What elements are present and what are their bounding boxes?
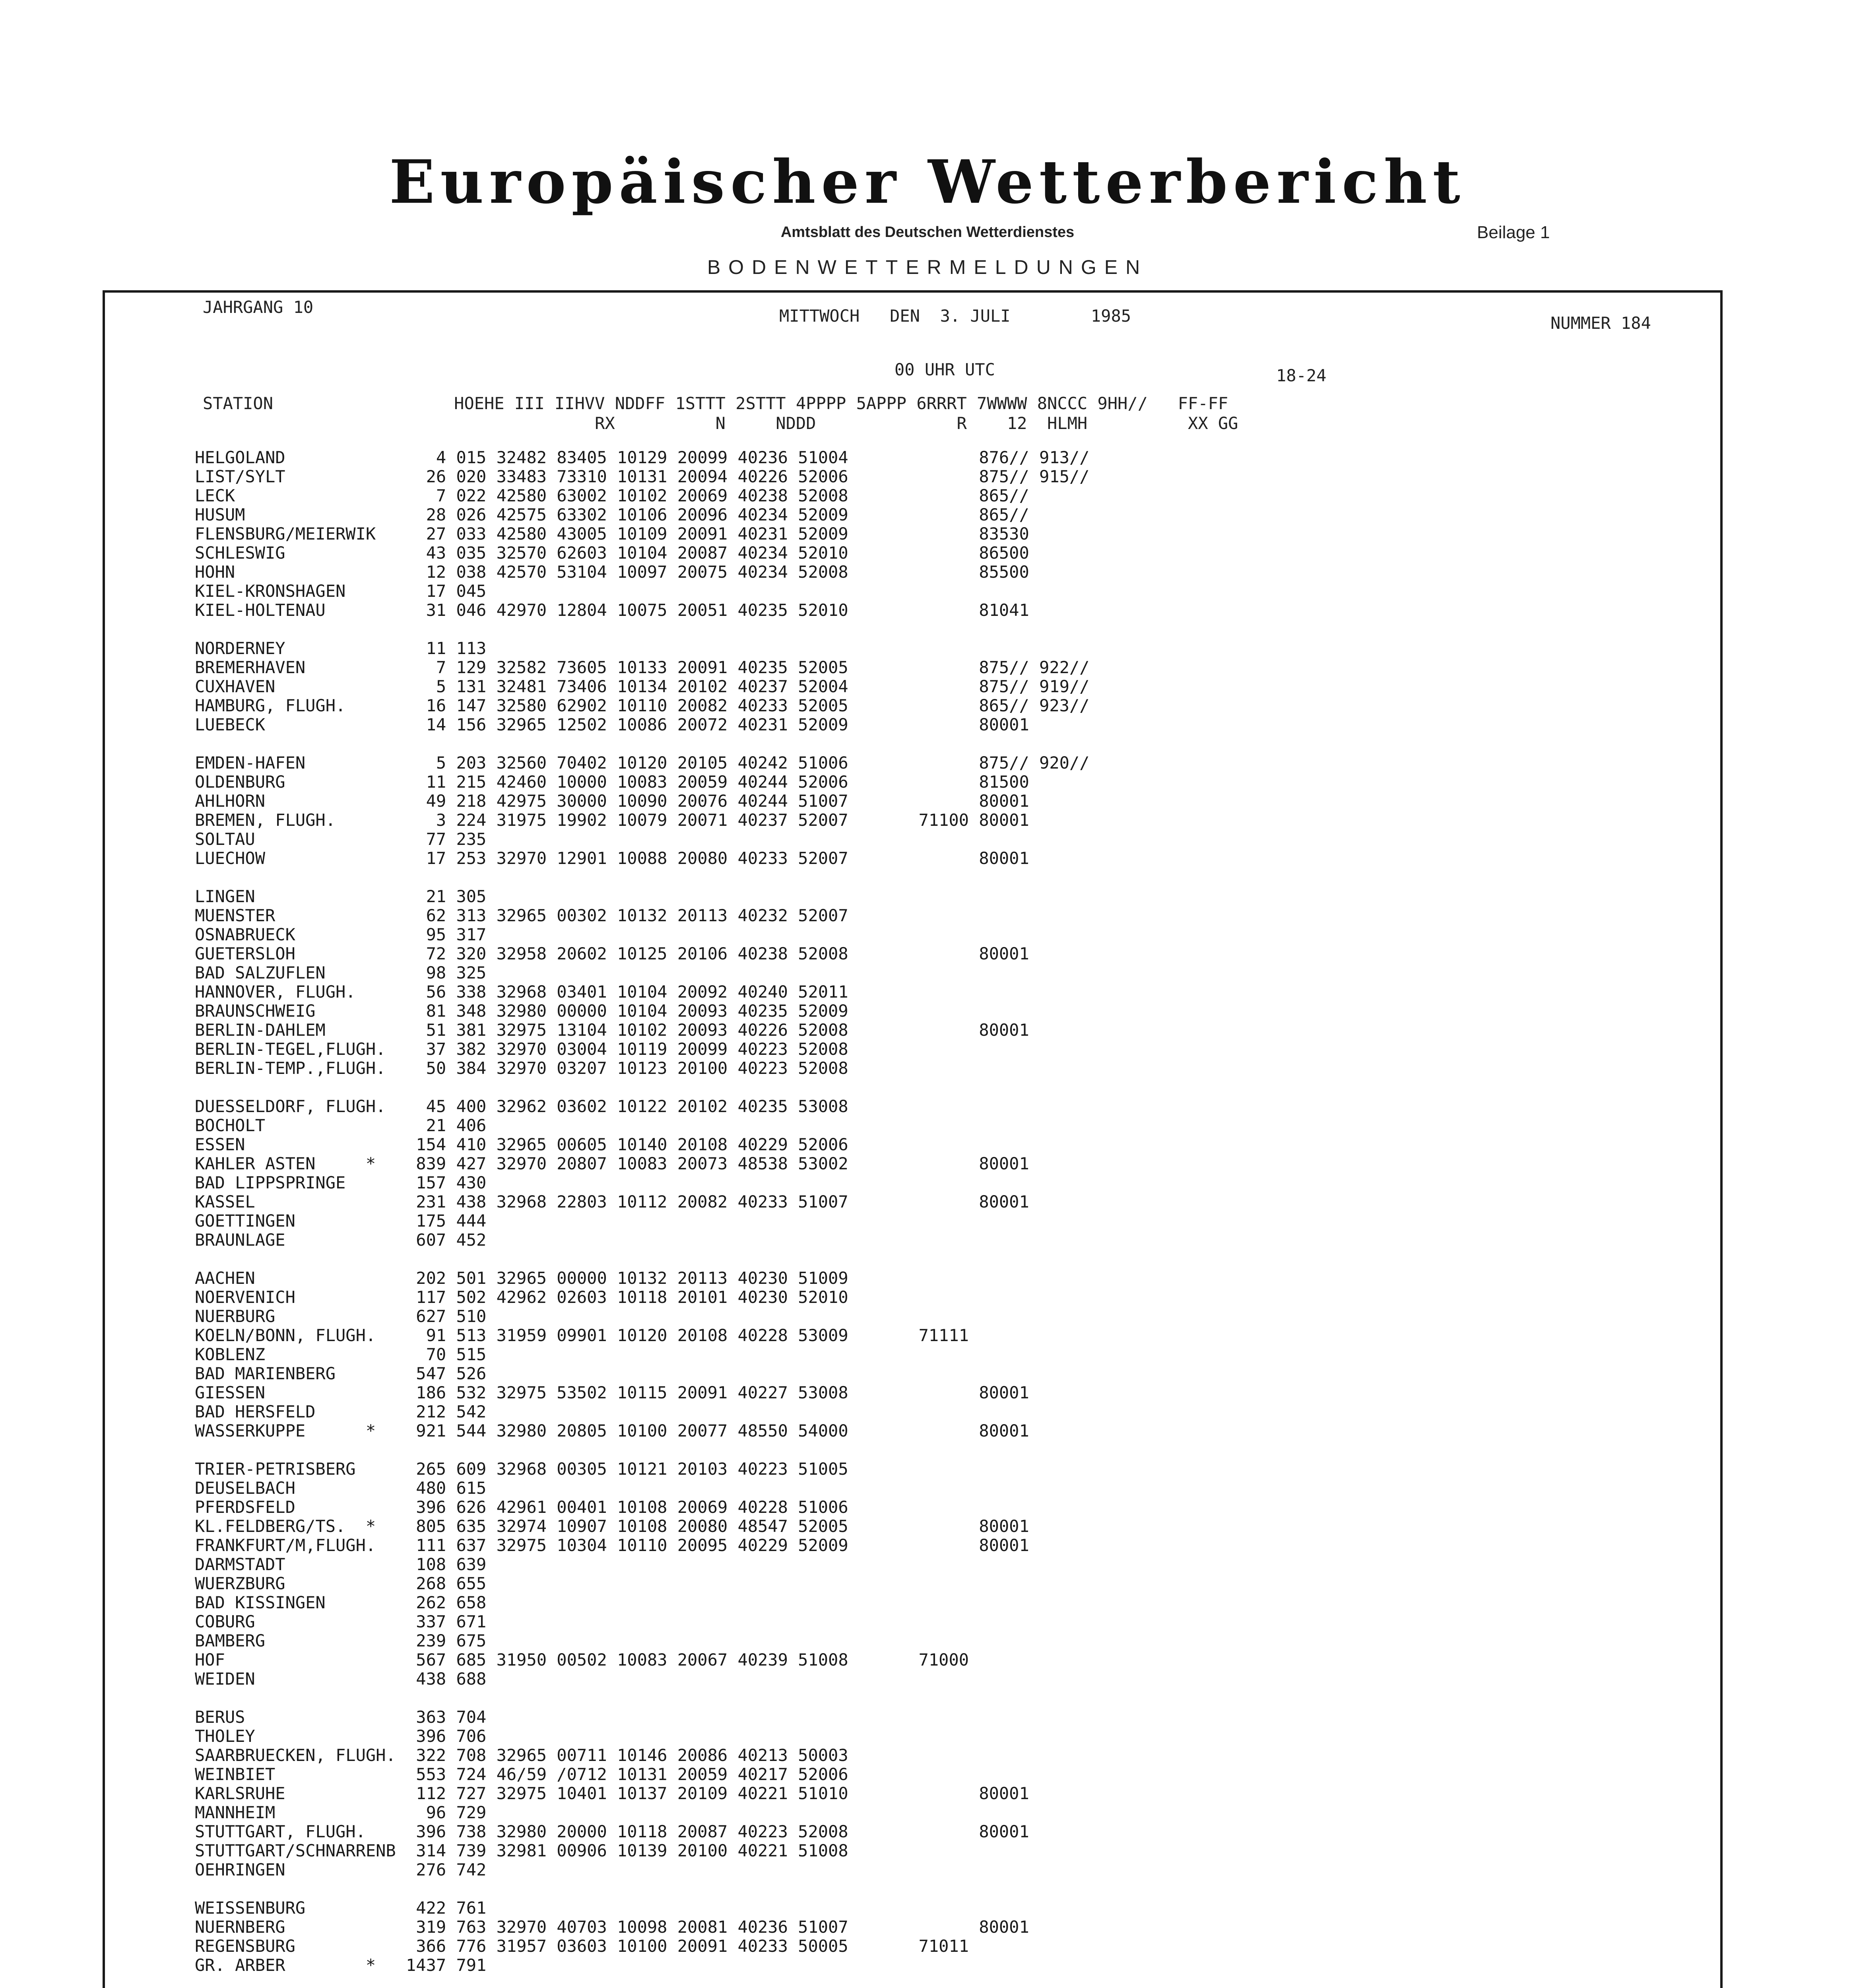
station-row: BERLIN-TEMP.,FLUGH. 50 384 32970 03207 10123 20100 40223 52008 — [195, 1058, 848, 1078]
station-row: LECK 7 022 42580 63002 10102 20069 40238 52008 865// — [195, 486, 1029, 505]
station-row: BAD MARIENBERG 547 526 — [195, 1364, 487, 1383]
station-row: DARMSTADT 108 639 — [195, 1555, 487, 1574]
station-row: THOLEY 396 706 — [195, 1726, 487, 1746]
station-row: BAMBERG 239 675 — [195, 1631, 487, 1650]
station-row: AACHEN 202 501 32965 00000 10132 20113 40230 51009 — [195, 1268, 848, 1288]
station-row: KAHLER ASTEN * 839 427 32970 20807 10083 20073 48538 53002 80001 — [195, 1154, 1029, 1173]
section-heading: BODENWETTERMELDUNGEN — [707, 256, 1148, 278]
station-row: KOBLENZ 70 515 — [195, 1345, 487, 1364]
station-row: BAD KISSINGEN 262 658 — [195, 1593, 487, 1612]
station-row: KL.FELDBERG/TS. * 805 635 32974 10907 10108 20080 48547 52005 80001 — [195, 1516, 1029, 1536]
station-row: ESSEN 154 410 32965 00605 10140 20108 40229 52006 — [195, 1135, 848, 1154]
station-row: BAD HERSFELD 212 542 — [195, 1402, 487, 1421]
station-row: BERUS 363 704 — [195, 1707, 487, 1727]
report-date: MITTWOCH DEN 3. JULI 1985 — [779, 306, 1131, 326]
station-row: SOLTAU 77 235 — [195, 829, 487, 849]
station-row: WUERZBURG 268 655 — [195, 1574, 487, 1593]
station-row: DEUSELBACH 480 615 — [195, 1478, 487, 1498]
station-row: BOCHOLT 21 406 — [195, 1116, 487, 1135]
volume-label: JAHRGANG 10 — [203, 297, 314, 317]
station-row: BRAUNSCHWEIG 81 348 32980 00000 10104 20093 40235 52009 — [195, 1001, 848, 1021]
station-row: HOHN 12 038 42570 53104 10097 20075 40234 52008 85500 — [195, 562, 1029, 582]
column-header-line2: RX N NDDD R 12 HLMH XX GG — [203, 414, 1238, 433]
station-row: LINGEN 21 305 — [195, 887, 487, 906]
station-row: STUTTGART, FLUGH. 396 738 32980 20000 10118 20087 40223 52008 80001 — [195, 1822, 1029, 1841]
group-spacer — [195, 1441, 1180, 1460]
station-row: HAMBURG, FLUGH. 16 147 32580 62902 10110 20082 40233 52005 865// 923// — [195, 696, 1090, 715]
time-range: 18-24 — [1276, 366, 1327, 385]
station-row: SAARBRUECKEN, FLUGH. 322 708 32965 00711 10146 20086 40213 50003 — [195, 1745, 848, 1765]
station-row: HANNOVER, FLUGH. 56 338 32968 03401 10104 20092 40240 52011 — [195, 982, 848, 1002]
group-spacer — [195, 868, 1180, 887]
station-row: FLENSBURG/MEIERWIK 27 033 42580 43005 10109 20091 40231 52009 83530 — [195, 524, 1029, 544]
station-row: WEIDEN 438 688 — [195, 1669, 487, 1689]
station-row: GR. ARBER * 1437 791 — [195, 1955, 487, 1975]
station-row: FRANKFURT/M,FLUGH. 111 637 32975 10304 10110 20095 40229 52009 80001 — [195, 1536, 1029, 1555]
station-row: BAD SALZUFLEN 98 325 — [195, 963, 487, 982]
station-row: HELGOLAND 4 015 32482 83405 10129 20099 40236 51004 876// 913// — [195, 448, 1090, 467]
station-row: WASSERKUPPE * 921 544 32980 20805 10100 20077 48550 54000 80001 — [195, 1421, 1029, 1441]
station-row: NUERBURG 627 510 — [195, 1307, 487, 1326]
station-row: NOERVENICH 117 502 42962 02603 10118 20101 40230 52010 — [195, 1287, 848, 1307]
station-row: HUSUM 28 026 42575 63302 10106 20096 40234 52009 865// — [195, 505, 1029, 524]
column-header-line1: STATION HOEHE III IIHVV NDDFF 1STTT 2STTT 4PPPP 5APPP 6RRRT 7WWWW 8NCCC 9HH// FF-FF — [203, 394, 1228, 413]
group-spacer — [195, 1879, 1180, 1899]
station-row: KIEL-HOLTENAU 31 046 42970 12804 10075 20051 40235 52010 81041 — [195, 600, 1029, 620]
station-row: GUETERSLOH 72 320 32958 20602 10125 20106 40238 52008 80001 — [195, 944, 1029, 963]
station-row: TRIER-PETRISBERG 265 609 32968 00305 10121 20103 40223 51005 — [195, 1459, 848, 1479]
station-row: GIESSEN 186 532 32975 53502 10115 20091 40227 53008 80001 — [195, 1383, 1029, 1402]
station-row: COBURG 337 671 — [195, 1612, 487, 1631]
station-row: BERLIN-DAHLEM 51 381 32975 13104 10102 20093 40226 52008 80001 — [195, 1020, 1029, 1040]
station-row: OEHRINGEN 276 742 — [195, 1860, 487, 1879]
station-row: KOELN/BONN, FLUGH. 91 513 31959 09901 10120 20108 40228 53009 71111 — [195, 1326, 969, 1345]
station-row: PFERDSFELD 396 626 42961 00401 10108 20069 40228 51006 — [195, 1497, 848, 1517]
station-row: BAD LIPPSPRINGE 157 430 — [195, 1173, 487, 1192]
station-row: LUECHOW 17 253 32970 12901 10088 20080 40233 52007 80001 — [195, 848, 1029, 868]
station-row: OLDENBURG 11 215 42460 10000 10083 20059 40244 52006 81500 — [195, 772, 1029, 792]
issue-number: NUMMER 184 — [1550, 313, 1651, 333]
station-row: BREMEN, FLUGH. 3 224 31975 19902 10079 20071 40237 52007 71100 80001 — [195, 810, 1029, 830]
station-row: SCHLESWIG 43 035 32570 62603 10104 20087 40234 52010 86500 — [195, 543, 1029, 563]
station-row: MANNHEIM 96 729 — [195, 1803, 487, 1822]
station-row: REGENSBURG 366 776 31957 03603 10100 20091 40233 50005 71011 — [195, 1936, 969, 1956]
station-row: KARLSRUHE 112 727 32975 10401 10137 20109 40221 51010 80001 — [195, 1784, 1029, 1803]
page-title: Europäischer Wetterbericht — [389, 147, 1466, 217]
supplement-label: Beilage 1 — [1477, 223, 1550, 242]
station-row: NORDERNEY 11 113 — [195, 639, 487, 658]
station-row: WEISSENBURG 422 761 — [195, 1898, 487, 1918]
station-row: BERLIN-TEGEL,FLUGH. 37 382 32970 03004 10119 20099 40223 52008 — [195, 1039, 848, 1059]
station-row: MUENSTER 62 313 32965 00302 10132 20113 40232 52007 — [195, 906, 848, 925]
station-row: NUERNBERG 319 763 32970 40703 10098 20081 40236 51007 80001 — [195, 1917, 1029, 1937]
observation-time: 00 UHR UTC — [895, 360, 995, 379]
station-row: BREMERHAVEN 7 129 32582 73605 10133 20091 40235 52005 875// 922// — [195, 658, 1090, 677]
group-spacer — [195, 734, 1180, 753]
station-table — [195, 448, 1180, 1988]
group-spacer — [195, 1078, 1180, 1097]
station-row: STUTTGART/SCHNARRENB 314 739 32981 00906 10139 20100 40221 51008 — [195, 1841, 848, 1860]
station-row: KIEL-KRONSHAGEN 17 045 — [195, 581, 487, 601]
station-row: EMDEN-HAFEN 5 203 32560 70402 10120 20105 40242 51006 875// 920// — [195, 753, 1090, 773]
page-subtitle: Amtsblatt des Deutschen Wetterdienstes — [780, 224, 1075, 241]
station-row: WEINBIET 553 724 46/59 /0712 10131 20059 40217 52006 — [195, 1765, 848, 1784]
group-spacer — [195, 620, 1180, 639]
group-spacer — [195, 1250, 1180, 1269]
station-row: CUXHAVEN 5 131 32481 73406 10134 20102 40237 52004 875// 919// — [195, 677, 1090, 696]
station-row: BRAUNLAGE 607 452 — [195, 1230, 487, 1250]
station-row: DUESSELDORF, FLUGH. 45 400 32962 03602 10122 20102 40235 53008 — [195, 1097, 848, 1116]
station-row: HOF 567 685 31950 00502 10083 20067 40239 51008 71000 — [195, 1650, 969, 1670]
station-row: AHLHORN 49 218 42975 30000 10090 20076 40244 51007 80001 — [195, 791, 1029, 811]
station-row: GOETTINGEN 175 444 — [195, 1211, 487, 1231]
station-row: LIST/SYLT 26 020 33483 73310 10131 20094 40226 52006 875// 915// — [195, 467, 1090, 486]
station-row: KASSEL 231 438 32968 22803 10112 20082 40233 51007 80001 — [195, 1192, 1029, 1211]
station-row: OSNABRUECK 95 317 — [195, 925, 487, 944]
group-spacer — [195, 1689, 1180, 1708]
group-spacer — [195, 1975, 1180, 1988]
station-row: LUEBECK 14 156 32965 12502 10086 20072 40231 52009 80001 — [195, 715, 1029, 734]
